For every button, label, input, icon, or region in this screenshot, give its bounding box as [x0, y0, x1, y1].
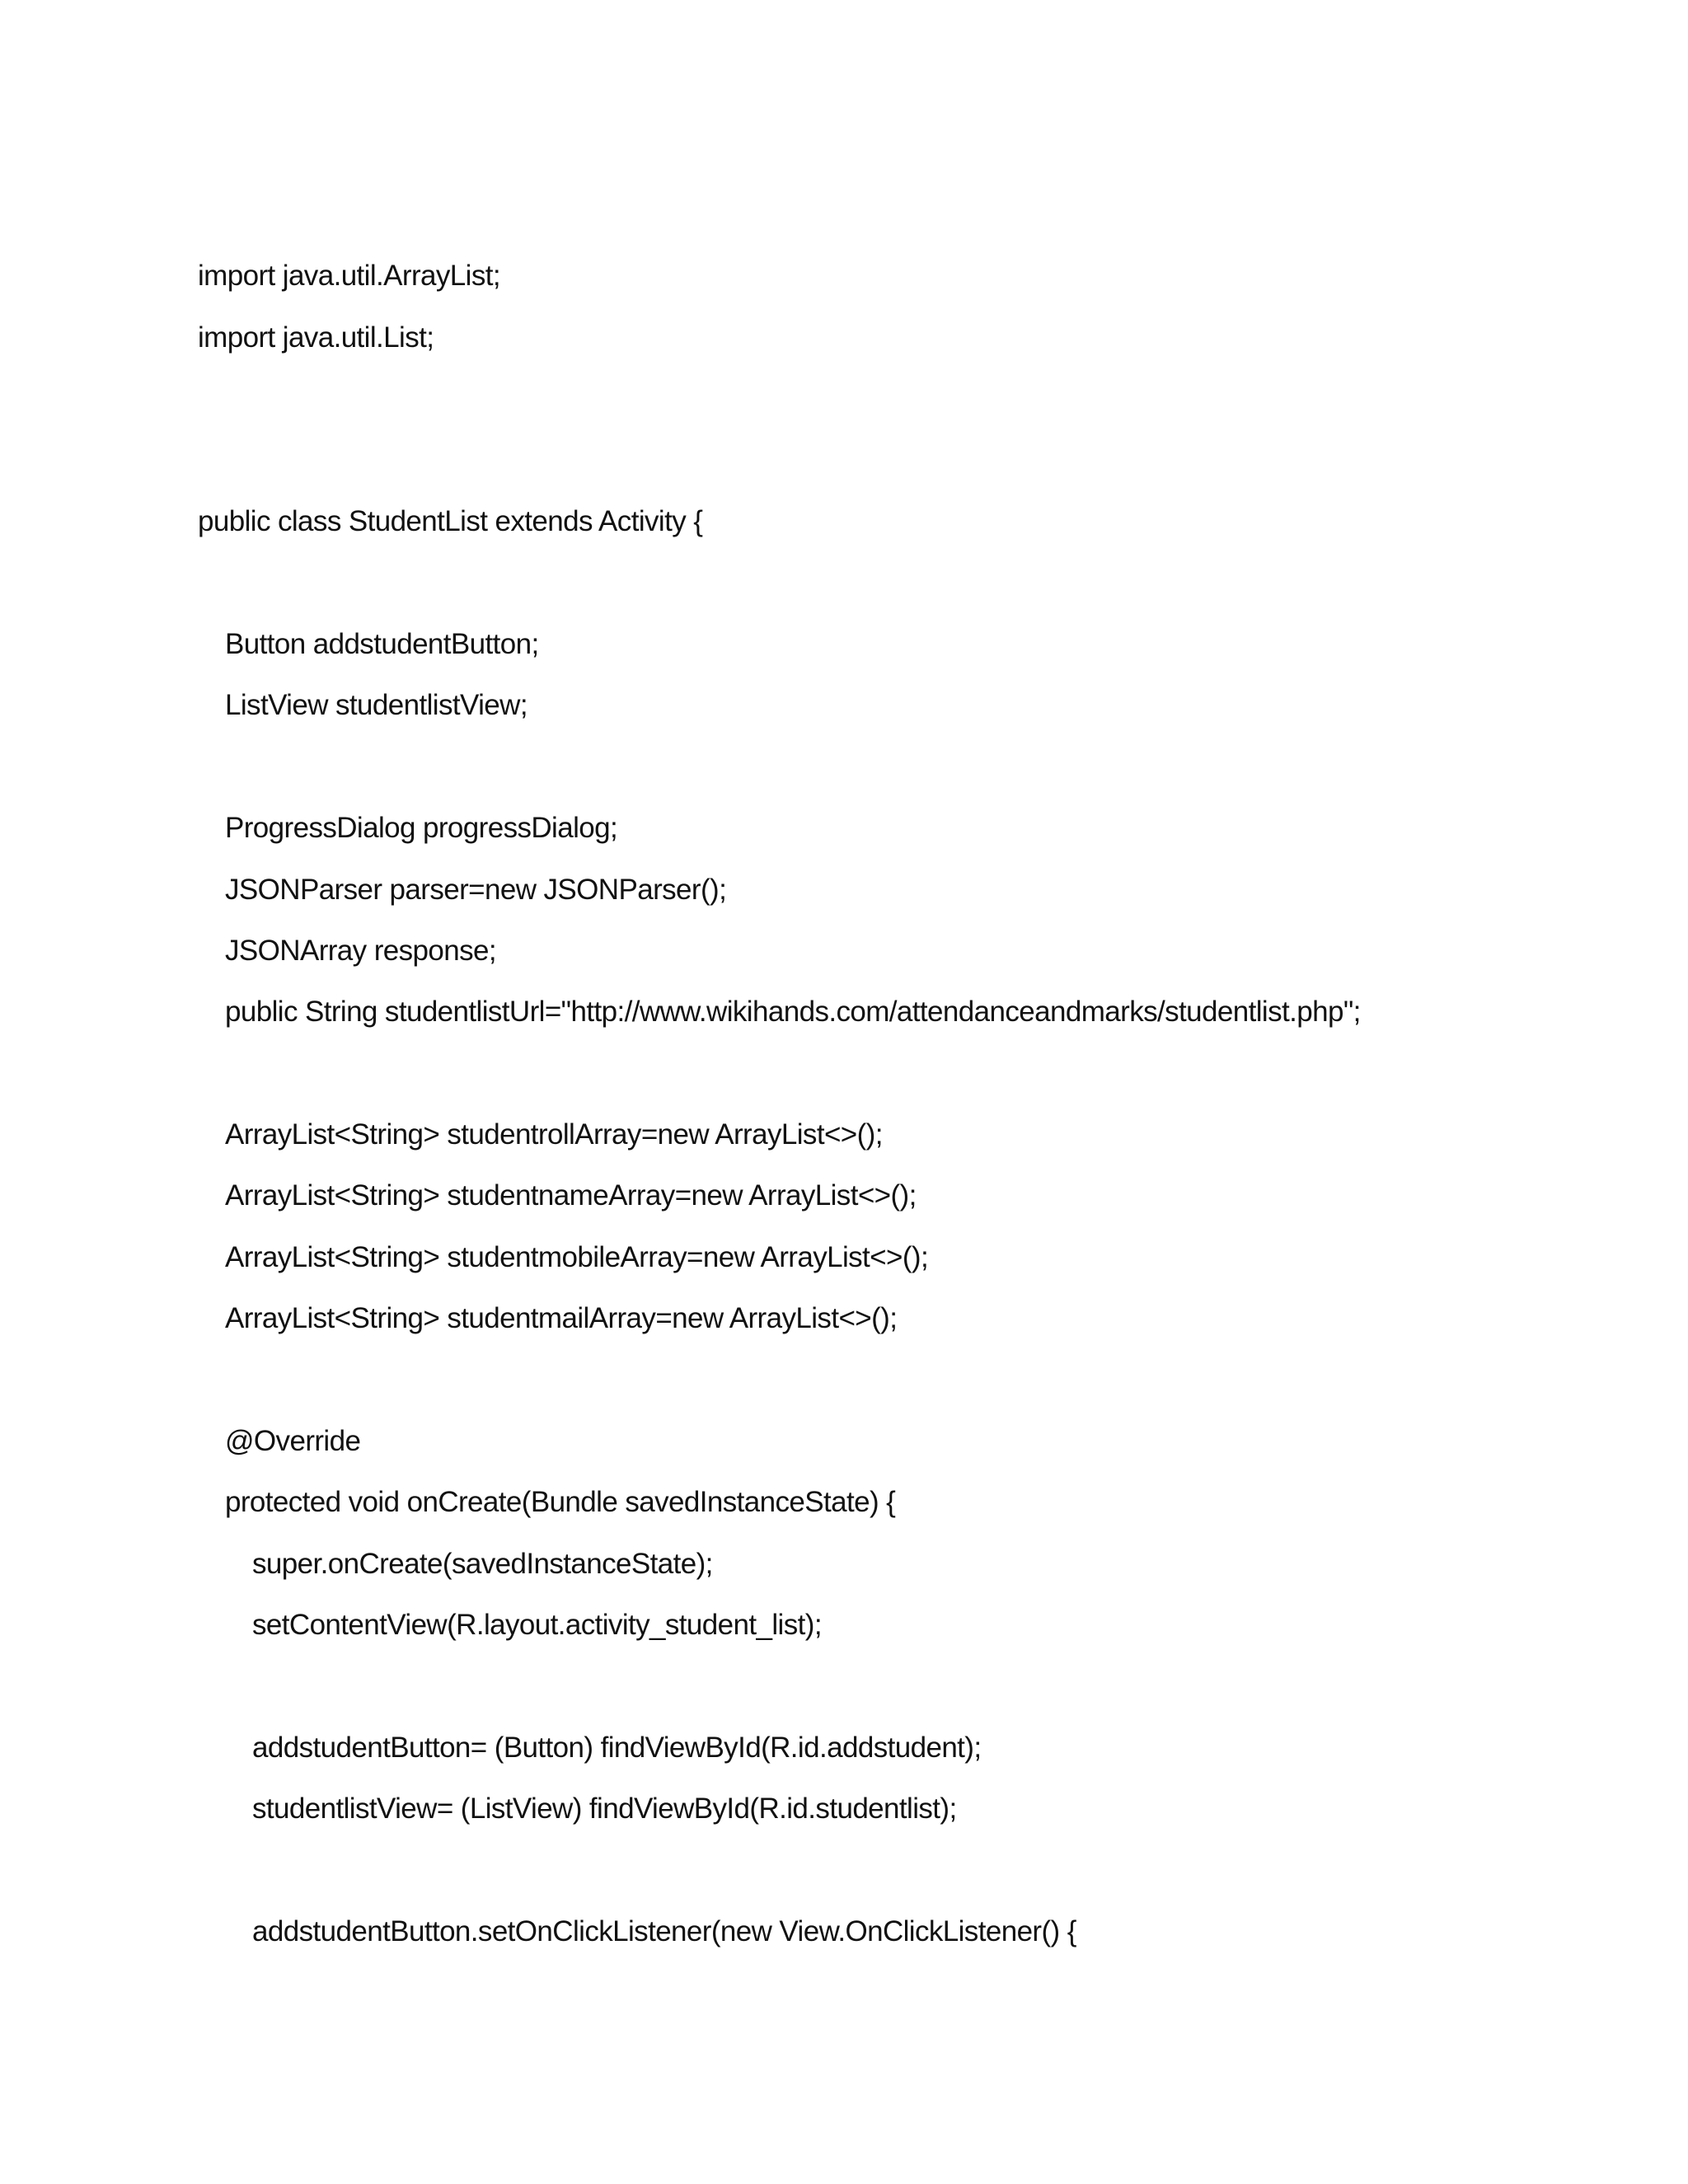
code-line-mail-array: ArrayList<String> studentmailArray=new ArrayList<>(); — [225, 1302, 898, 1334]
code-line-set-onclicklistener: addstudentButton.setOnClickListener(new View.OnClickListener() { — [252, 1915, 1076, 1947]
code-line-override-annotation: @Override — [225, 1425, 361, 1457]
code-line-find-addstudent: addstudentButton= (Button) findViewById(R.id.addstudent); — [252, 1732, 982, 1764]
code-line-listview-field: ListView studentlistView; — [225, 689, 528, 721]
code-line-name-array: ArrayList<String> studentnameArray=new ArrayList<>(); — [225, 1179, 917, 1212]
code-line-mobile-array: ArrayList<String> studentmobileArray=new ArrayList<>(); — [225, 1241, 929, 1273]
code-line-setcontentview: setContentView(R.layout.activity_student_list); — [252, 1609, 822, 1641]
code-line-jsonparser-field: JSONParser parser=new JSONParser(); — [225, 874, 727, 906]
code-line-url-field: public String studentlistUrl="http://www.wikihands.com/attendanceandmarks/studentlist.php"; — [225, 996, 1361, 1028]
code-line-super-oncreate: super.onCreate(savedInstanceState); — [252, 1548, 713, 1580]
code-line-import-list: import java.util.List; — [198, 321, 434, 354]
code-line-find-studentlist: studentlistView= (ListView) findViewById(R.id.studentlist); — [252, 1793, 957, 1825]
code-line-button-field: Button addstudentButton; — [225, 628, 539, 660]
code-line-oncreate-declaration: protected void onCreate(Bundle savedInstanceState) { — [225, 1486, 896, 1518]
code-line-jsonarray-field: JSONArray response; — [225, 935, 496, 967]
code-line-progressdialog-field: ProgressDialog progressDialog; — [225, 812, 618, 844]
code-line-class-declaration: public class StudentList extends Activity { — [198, 505, 703, 537]
code-line-import-arraylist: import java.util.ArrayList; — [198, 260, 500, 292]
code-line-roll-array: ArrayList<String> studentrollArray=new ArrayList<>(); — [225, 1118, 883, 1151]
